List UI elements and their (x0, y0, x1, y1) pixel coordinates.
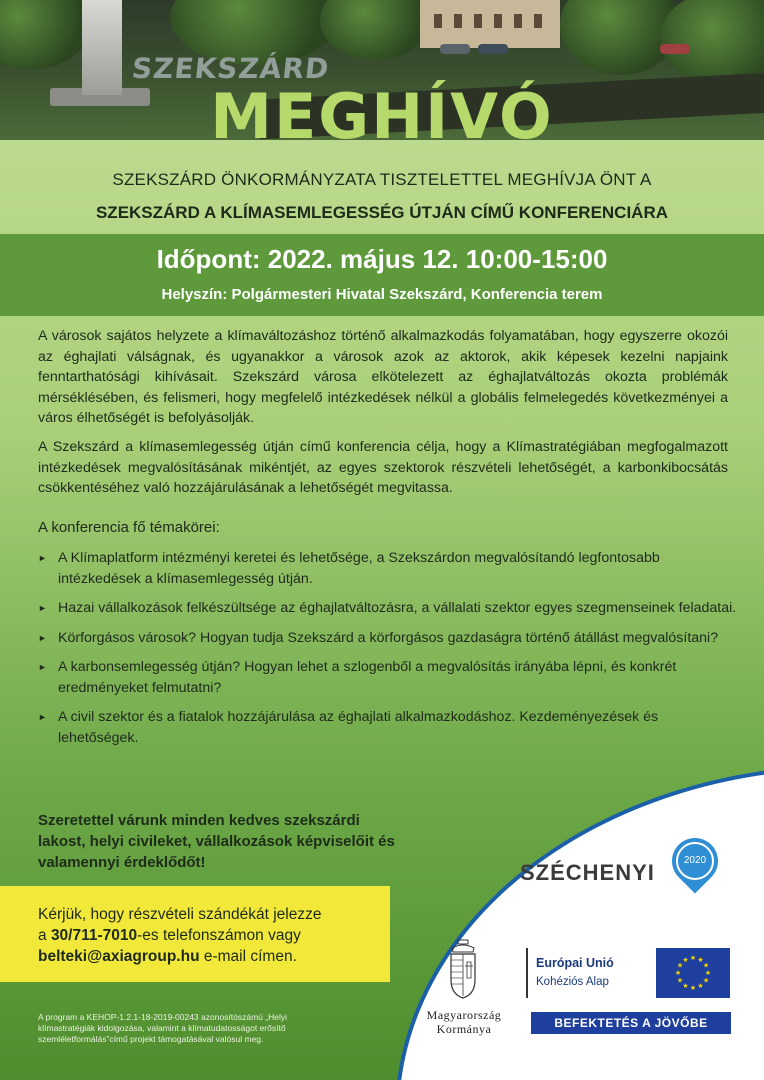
event-location: Helyszín: Polgármesteri Hivatal Szekszárd, Konferencia terem (161, 286, 603, 303)
svg-text:★: ★ (682, 982, 689, 990)
welcome-message: Szeretettel várunk minden kedves szekszárdi lakost, helyi civileket, vállalkozások képviselőit és valamennyi érdeklődőt! (38, 812, 395, 871)
svg-text:★: ★ (689, 984, 697, 992)
topics-list (38, 548, 738, 757)
purpose-paragraph: A Szekszárd a klímasemlegesség útján című konferencia célja, hogy a Klímastratégiában megfogalmazott intézkedések megvalósításának mikéntjét, az egyes szektorok részvételi lehetőségét, a karbonkibocsátás csökkentéséhez való hozzájárulásának a lehetőségét megvitassa. (38, 439, 728, 496)
eu-fund: Kohéziós Alap (536, 976, 609, 988)
svg-text:★: ★ (697, 956, 704, 964)
list-item: ► A civil szektor és a fiatalok hozzájárulása az éghajlati alkalmazkodáshoz. Kezdeményezések és lehetőségek. (38, 709, 659, 746)
topics-heading: A konferencia fő témakörei: (38, 519, 220, 536)
bullet-icon: ► (38, 662, 47, 672)
contact-request: Kérjük, hogy részvételi szándékát jelezze (38, 906, 322, 923)
city-sign: SZEKSZÁRD (130, 52, 331, 85)
project-footnote: A program a KEHOP-1.2.1-18-2019-00243 azonosítószámú „Helyi klímastratégiák kidolgozása, valamint a klímatudatosságot erősítő szemléletformálás”című projekt támogatásával valósul meg. (38, 1012, 287, 1044)
page-title: MEGHÍVÓ (210, 80, 554, 153)
government-logo-text: Magyarország Kormánya (426, 1008, 502, 1036)
monument (82, 0, 122, 95)
coat-of-arms-icon (446, 938, 480, 1000)
invitation-line: SZEKSZÁRD ÖNKORMÁNYZATA TISZTELETTEL MEGHÍVJA ÖNT A (112, 170, 652, 189)
list-item: ► Hazai vállalkozások felkészültsége az éghajlatváltozásra, a vállalati szektor egyes szegmenseinek feladatai. (38, 598, 738, 619)
svg-text:★: ★ (676, 976, 684, 985)
svg-text:★: ★ (689, 954, 697, 962)
intro-paragraph: A városok sajátos helyzete a klímaváltozáshoz történő alkalmazkodás folyamatában, hogy egyszerre okozói az éghajlati válságnak, és ugyanakkor a városok azok az aktorok, akik képesek kezelni napjaink fenntarthatósági kihívásait. Szekszárd városa elkötelezett az éghajlatváltozás okozta problémák mérséklésében, és felismeri, hogy megfelelő intézkedések nélkül a globális felmelegedés következményei a város élhetőségét is befolyásolják. (38, 328, 728, 426)
event-details-bar (0, 234, 764, 316)
contact-phone[interactable]: 30/711-7010 (50, 927, 138, 944)
bullet-icon: ► (38, 603, 47, 613)
svg-text:★: ★ (702, 961, 710, 970)
contact-email[interactable]: belteki@axiagroup.hu (38, 948, 200, 965)
event-date: Időpont: 2022. május 12. 10:00-15:00 (156, 244, 608, 274)
svg-text:★: ★ (674, 969, 682, 977)
szechenyi-year: 2020 (676, 842, 714, 880)
svg-text:★: ★ (682, 956, 689, 964)
list-item: ► A Klímaplatform intézményi keretei és lehetősége, a Szekszárdon megvalósítandó legfontosabb intézkedések a klímasemlegesség útján. (38, 550, 660, 587)
bullet-icon: ► (38, 553, 47, 563)
eu-name: Európai Unió (536, 956, 614, 970)
list-item: ► Körforgásos városok? Hogyan tudja Szekszárd a körforgásos gazdaságra történő átállást megvalósítani? (38, 628, 738, 649)
eu-slogan-banner: BEFEKTETÉS A JÖVŐBE (531, 1012, 731, 1034)
contact-box: Kérjük, hogy részvételi szándékát jelezze a 30/711-7010-es telefonszámon vagy belteki@axiagroup.hu e-mail címen. (0, 886, 390, 982)
list-item: ► A karbonsemlegesség útján? Hogyan lehet a szlogenből a megvalósítás irányába lépni, és konkrét eredményeket felmutatni? (38, 659, 677, 696)
svg-text:★: ★ (702, 976, 710, 985)
bullet-icon: ► (38, 632, 47, 643)
svg-text:★: ★ (704, 969, 712, 977)
svg-text:★: ★ (697, 982, 704, 990)
bullet-icon: ► (38, 712, 47, 722)
szechenyi-logo-text: SZÉCHENYI (520, 860, 655, 885)
town-hall-building (420, 0, 560, 48)
eu-flag-icon (656, 948, 730, 998)
svg-text:★: ★ (676, 961, 684, 970)
conference-title: SZEKSZÁRD A KLÍMASEMLEGESSÉG ÚTJÁN CÍMŰ KONFERENCIÁRA (95, 203, 669, 222)
